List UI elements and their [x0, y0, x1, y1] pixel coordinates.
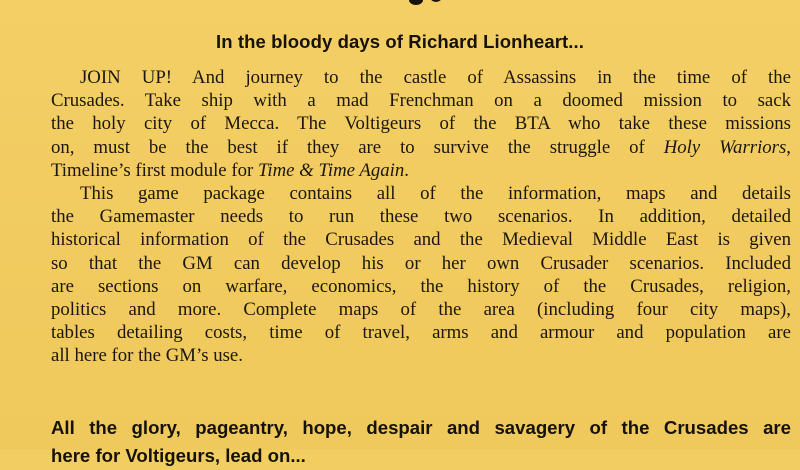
paragraph2-line6: politics and more. Complete maps of the area (including four city maps),	[51, 299, 791, 321]
paragraph1-line5-punct: .	[404, 159, 409, 181]
time-and-time-again-title: Time & Time Again	[257, 159, 405, 181]
paragraph2-line5: are sections on warfare, economics, the history of the Crusades, religion,	[51, 275, 791, 297]
paragraph1-line5-text: Timeline’s first module for	[51, 159, 258, 181]
paragraph-join-up	[51, 66, 791, 182]
subtitle-heading: In the bloody days of Richard Lionheart...	[215, 31, 585, 52]
paragraph2-line4: so that the GM can develop his or her own Crusader scenarios. Included	[51, 252, 791, 274]
paragraph1-line4-punct: ,	[786, 136, 791, 158]
paragraph1-line2: Crusades. Take ship with a mad Frenchman on a doomed mission to sack	[51, 90, 791, 112]
paragraph2-line8: all here for the GM’s use.	[51, 345, 243, 367]
paragraph2-line1: This game package contains all of the information, maps and details	[80, 183, 791, 205]
paragraph2-line3: historical information of the Crusades and the Medieval Middle East is given	[51, 229, 791, 251]
paragraph1-line1: JOIN UP! And journey to the castle of Assassins in the time of the	[80, 67, 791, 88]
holy-warriors-title: Holy Warriors	[663, 136, 787, 158]
paragraph1-line3: the holy city of Mecca. The Voltigeurs of the BTA who take these missions	[51, 113, 791, 135]
tagline-line1: All the glory, pageantry, hope, despair and savagery of the Crusades are	[51, 417, 791, 438]
ink-blob-decoration	[340, 0, 480, 20]
paragraph1-line5	[51, 159, 791, 182]
paragraph2-line2: the Gamemaster needs to run these two scenarios. In addition, detailed	[51, 206, 791, 228]
tagline	[51, 414, 791, 470]
tagline-line2: here for Voltigeurs, lead on...	[51, 445, 306, 466]
paragraph1-line4	[51, 136, 791, 159]
paragraph2-line7: tables detailing costs, time of travel, arms and armour and population are	[51, 322, 791, 344]
description-body	[51, 66, 791, 368]
paragraph1-line4-text: on, must be the best if they are to survive the struggle of	[51, 136, 664, 158]
paragraph-game-package	[51, 182, 791, 368]
